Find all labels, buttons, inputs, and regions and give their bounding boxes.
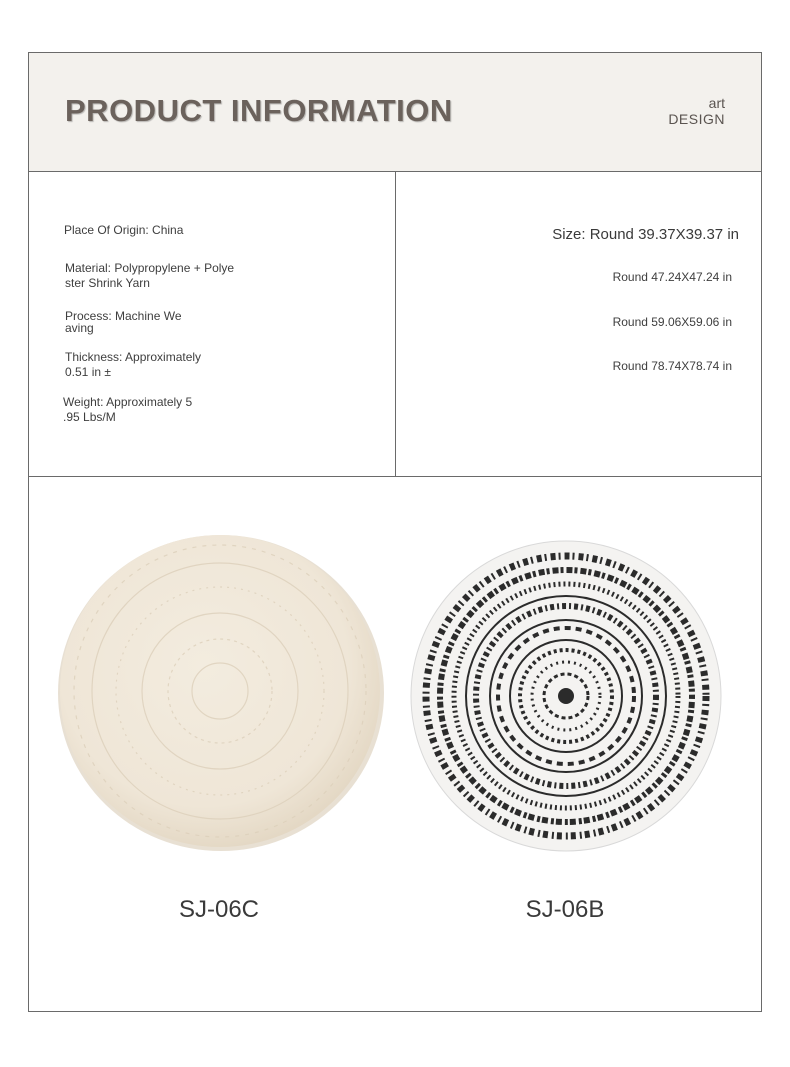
spec-thickness: [65, 351, 201, 378]
products-panel: [28, 476, 762, 1012]
sizes-panel: [395, 171, 762, 477]
product-code-patterned: SJ-06B: [525, 896, 605, 923]
spec-material-line1: Material: Polypropylene + Polye: [65, 261, 235, 275]
spec-process-line1: Process: Machine We: [65, 309, 182, 323]
brand-logo: [668, 95, 725, 127]
size-option-3: Round 59.06X59.06 in: [612, 315, 732, 329]
spec-weight-line2: .95 Lbs/M: [63, 410, 116, 424]
spec-process: [65, 310, 182, 334]
spec-weight-line1: Weight: Approximately 5: [63, 395, 193, 409]
product-code-cream: SJ-06C: [178, 896, 260, 923]
spec-material: [65, 262, 234, 289]
specs-panel: [28, 171, 396, 477]
brand-line-2: DESIGN: [668, 111, 725, 127]
rug-image-patterned: [401, 539, 731, 855]
spec-material-line2: ster Shrink Yarn: [65, 276, 150, 290]
spec-process-line2: aving: [65, 321, 94, 335]
spec-thickness-line2: 0.51 in ±: [65, 365, 111, 379]
spec-origin-text: Place Of Origin: China: [64, 223, 184, 237]
brand-line-1: art: [708, 95, 725, 111]
rug-image-cream: [57, 534, 387, 854]
header-panel: [28, 52, 762, 172]
page-title: PRODUCT INFORMATION: [65, 93, 453, 128]
size-option-4: Round 78.74X78.74 in: [612, 359, 732, 373]
spec-weight: [63, 396, 192, 423]
size-option-2: Round 47.24X47.24 in: [612, 270, 732, 284]
spec-origin: [64, 224, 183, 236]
size-option-1: Size: Round 39.37X39.37 in: [552, 226, 739, 243]
spec-thickness-line1: Thickness: Approximately: [65, 350, 202, 364]
